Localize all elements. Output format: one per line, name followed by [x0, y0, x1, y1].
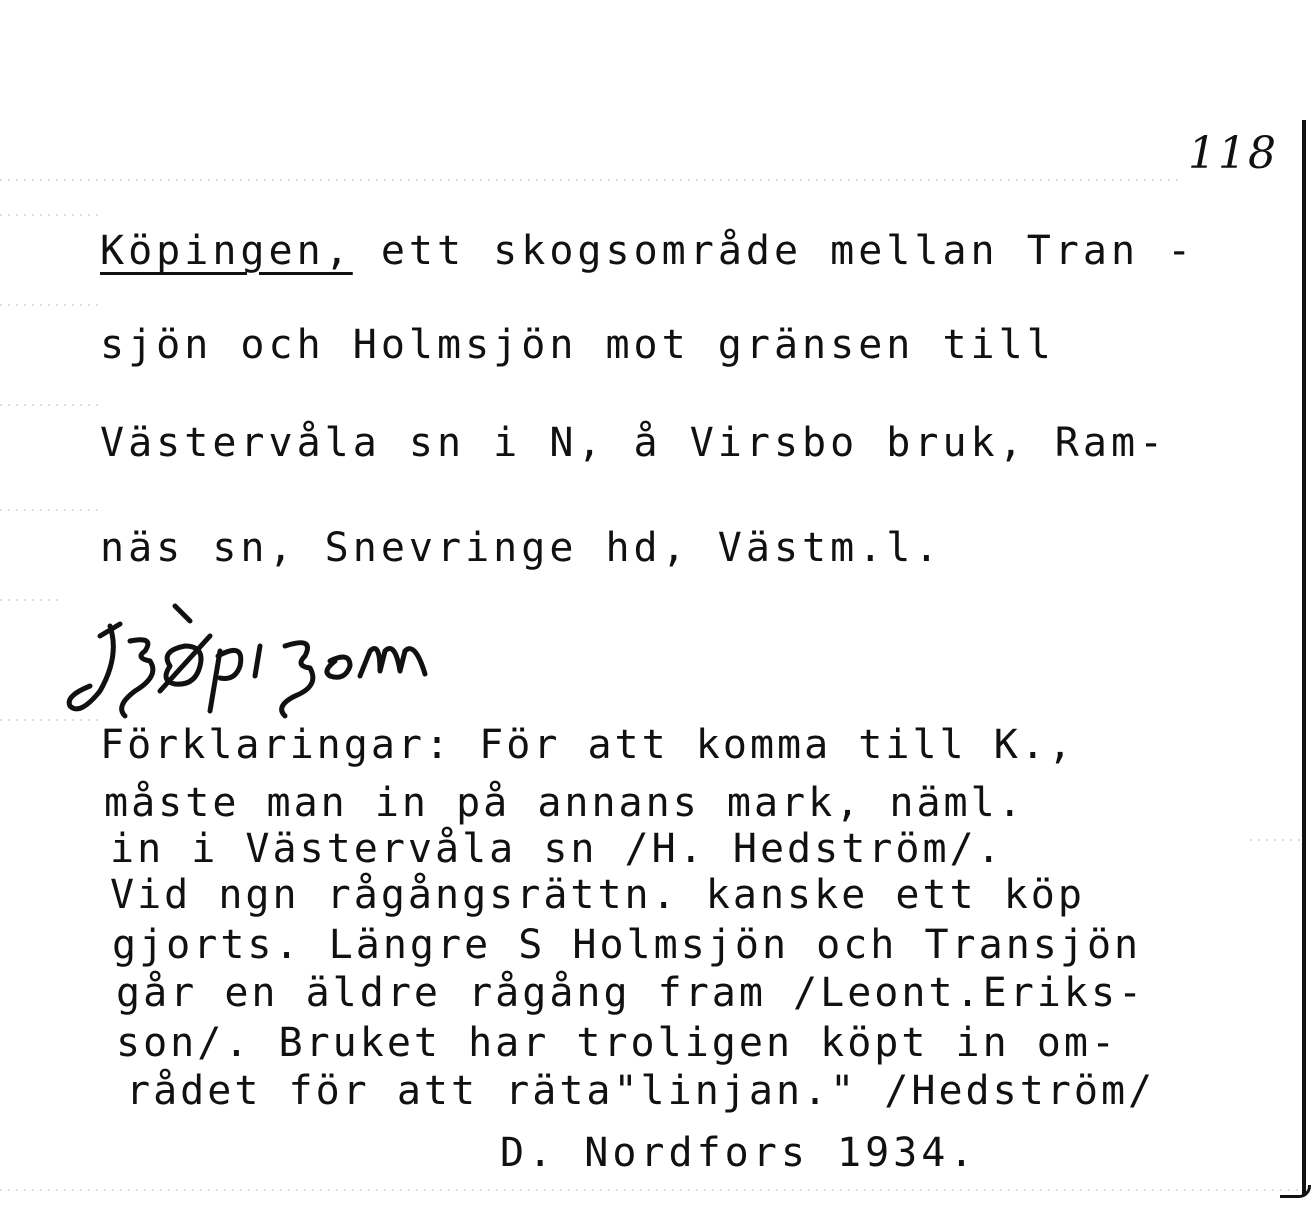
explanation-line-8: rådet för att räta"linjan." /Hedström/	[126, 1068, 1156, 1114]
explanation-line-6: går en äldre rågång fram /Leont.Eriks-	[116, 970, 1146, 1016]
explanation-line-5: gjorts. Längre S Holmsjön och Transjön	[112, 922, 1142, 968]
handwritten-pronunciation	[60, 596, 490, 726]
explanation-line-7: son/. Bruket har troligen köpt in om-	[116, 1020, 1119, 1066]
entry-line-3: Västervåla sn i N, å Virsbo bruk, Ram-	[100, 420, 1168, 466]
headword: Köpingen,	[100, 228, 353, 274]
entry-text-1: ett skogsområde mellan Tran -	[352, 228, 1196, 274]
explanation-line-1: Förklaringar: För att komma till K.,	[100, 722, 1075, 768]
card-right-edge	[1302, 120, 1306, 1195]
entry-line-1	[100, 228, 1195, 274]
signature-line: D. Nordfors 1934.	[500, 1130, 978, 1176]
explanation-line-2: måste man in på annans mark, näml.	[104, 780, 1025, 826]
explanation-line-4: Vid ngn rågångsrättn. kanske ett köp	[110, 872, 1085, 918]
card-corner-edge	[1280, 1185, 1311, 1198]
page-number: 118	[1188, 128, 1278, 179]
entry-line-2: sjön och Holmsjön mot gränsen till	[100, 322, 1055, 368]
explanation-line-3: in i Västervåla sn /H. Hedström/.	[110, 826, 1004, 872]
entry-line-4: näs sn, Snevringe hd, Västm.l.	[100, 525, 943, 571]
